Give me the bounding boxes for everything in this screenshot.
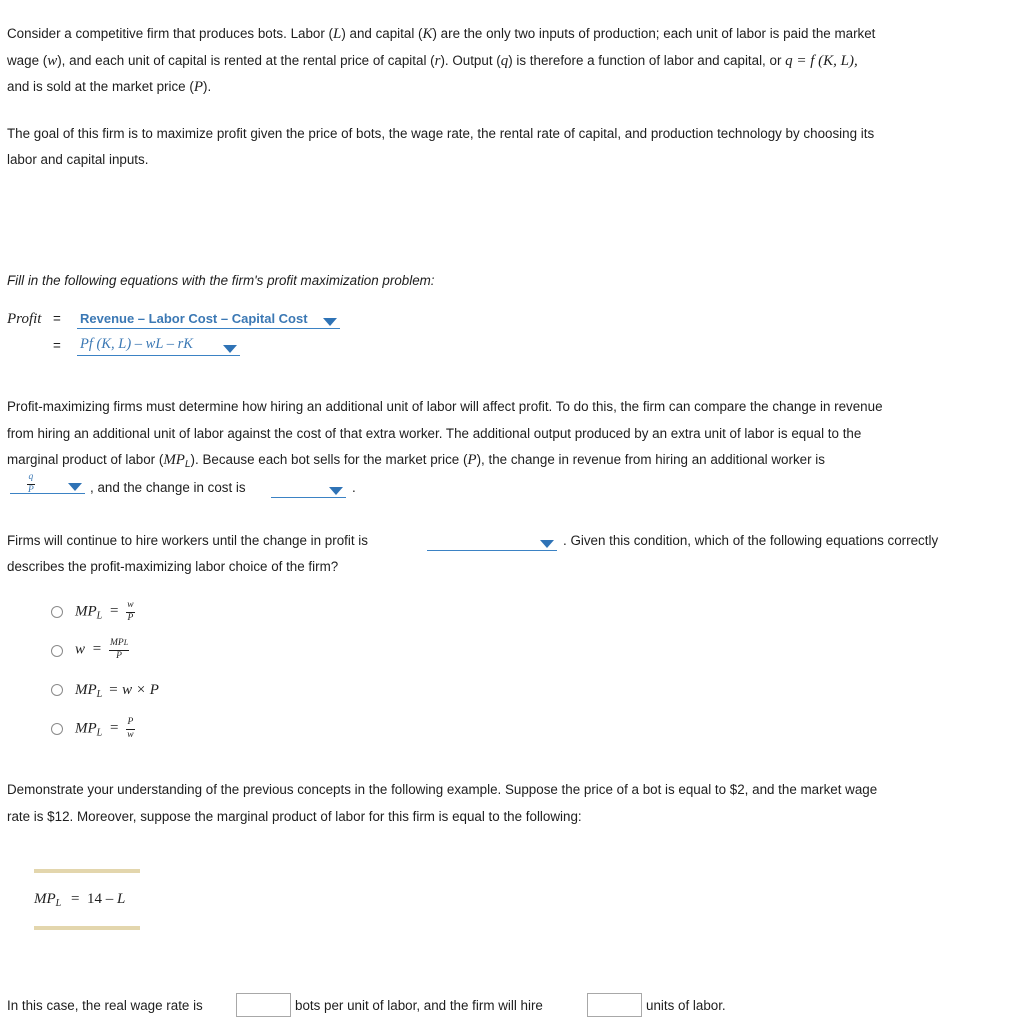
- option-3-label: $MP_L = w \times P$: [75, 682, 159, 700]
- pm-period: .: [352, 480, 356, 495]
- chevron-down-icon: [223, 345, 237, 353]
- revenue-change-dropdown[interactable]: [10, 474, 85, 494]
- pm-line-1: Profit-maximizing firms must determine how hiring an additional unit of labor will affect profit. To do this, the firm can compare the change in revenue: [7, 399, 883, 414]
- cond-line-2: describes the profit-maximizing labor choice of the firm?: [7, 559, 339, 574]
- option-2-radio[interactable]: [51, 645, 63, 657]
- final-text-a: In this case, the real wage rate is: [7, 998, 203, 1013]
- intro-line-3: and is sold at the market price (P).: [7, 79, 212, 95]
- cost-change-dropdown[interactable]: [271, 480, 346, 498]
- goal-line-1: The goal of this firm is to maximize profit given the price of bots, the wage rate, the rental rate of capital, and production technology by choosing its: [7, 126, 875, 141]
- option-1-radio[interactable]: [51, 606, 63, 618]
- fill-instruction: Fill in the following equations with the firm's profit maximization problem:: [7, 273, 435, 288]
- option-2-label: w = $\frac{\text{MPL}}{P}$: [75, 638, 129, 661]
- formula-bottom-bar: [34, 926, 140, 930]
- pm-line-4: , and the change in cost is: [90, 480, 246, 495]
- profit-dropdown-2[interactable]: [77, 336, 240, 356]
- intro-line-1: Consider a competitive firm that produces bots. Labor (L) and capital (K) are the only two inputs of production; each unit of labor is paid the market: [7, 26, 876, 42]
- option-3-radio[interactable]: [51, 684, 63, 696]
- cond-line-1a: Firms will continue to hire workers until the change in profit is: [7, 533, 368, 548]
- profit-label: Profit: [7, 311, 42, 327]
- chevron-down-icon: [68, 483, 82, 491]
- intro-line-2: wage (w), and each unit of capital is rented at the rental price of capital (r). Output (q) is therefore a function of labor and capital, or q = f (K, L),: [7, 53, 858, 69]
- chevron-down-icon: [329, 487, 343, 495]
- formula-top-bar: [34, 869, 140, 873]
- final-text-b: bots per unit of labor, and the firm will hire: [295, 998, 543, 1013]
- real-wage-input[interactable]: [236, 993, 291, 1017]
- profit-dropdown-2-value: Pf (K, L) – wL – rK: [80, 336, 193, 352]
- profit-change-dropdown[interactable]: [427, 533, 557, 551]
- goal-line-2: labor and capital inputs.: [7, 152, 149, 167]
- example-line-1: Demonstrate your understanding of the previous concepts in the following example. Suppose the price of a bot is equal to $2, and the market wage: [7, 782, 878, 797]
- example-line-2: rate is $12. Moreover, suppose the marginal product of labor for this firm is equal to the following:: [7, 809, 582, 824]
- chevron-down-icon: [540, 540, 554, 548]
- option-4-radio[interactable]: [51, 723, 63, 735]
- mpl-formula: $MP_L = 14 - L$: [34, 891, 126, 909]
- profit-dropdown-1[interactable]: [77, 311, 340, 329]
- equals-sign-1: =: [53, 311, 61, 326]
- final-text-c: units of labor.: [646, 998, 726, 1013]
- profit-dropdown-1-value: Revenue – Labor Cost – Capital Cost: [80, 311, 308, 326]
- pm-line-3: marginal product of labor $(MP_L)$. Because each bot sells for the market price (P), the change in revenue from hiring an additional worker is: [7, 452, 825, 470]
- cond-line-1b: . Given this condition, which of the following equations correctly: [563, 533, 939, 548]
- chevron-down-icon: [323, 318, 337, 326]
- equals-sign-2: =: [53, 338, 61, 353]
- pm-line-2: from hiring an additional unit of labor against the cost of that extra worker. The additional output produced by an extra unit of labor is equal to the: [7, 426, 862, 441]
- option-4-label: $MP_L$ = $\frac{P}{w}$: [75, 717, 134, 740]
- labor-units-input[interactable]: [587, 993, 642, 1017]
- option-1-label: $MP_L$ = $\frac{w}{P}$: [75, 600, 134, 623]
- revenue-change-dropdown-value: $\frac{q}{P}$: [28, 472, 34, 495]
